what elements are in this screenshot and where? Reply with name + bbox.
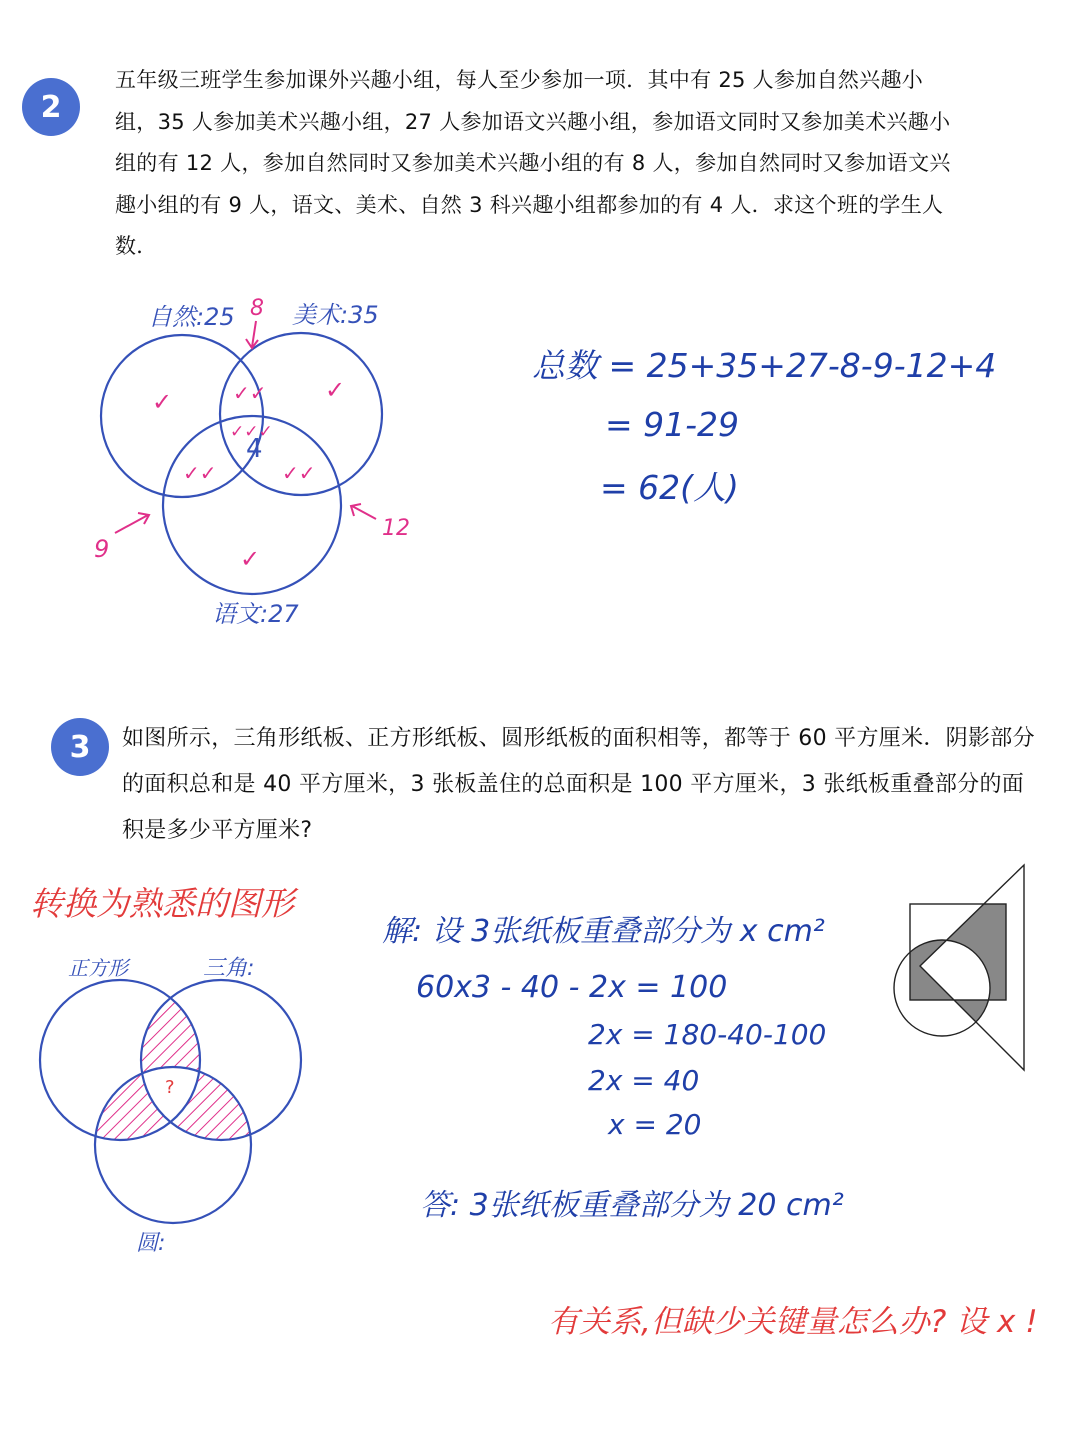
label-12: 12 (382, 516, 410, 541)
p3-solution-line2: 60x3 - 40 - 2x = 100 (416, 970, 728, 1005)
p3-solution-line4: 2x = 40 (588, 1064, 700, 1097)
p3-solution-line5: x = 20 (608, 1108, 702, 1141)
p3-solution-line1: 解: 设 3张纸板重叠部分为 x cm² (382, 914, 825, 949)
label-8: 8 (250, 296, 264, 321)
label-triangle: 三角: (203, 956, 255, 981)
p3-red-note: 转换为熟悉的图形 (30, 884, 294, 923)
arrow-9 (115, 513, 149, 533)
arrow-12 (351, 504, 376, 519)
problem-2-venn-diagram (80, 285, 520, 645)
p3-footer-note: 有关系,但缺少关键量怎么办? 设 x ! (548, 1304, 1038, 1340)
label-square: 正方形 (68, 956, 128, 980)
label-nature: 自然:25 (148, 303, 235, 331)
problem-2-number-badge: 2 (22, 78, 80, 136)
check-art-only: ✓ (325, 376, 346, 404)
check-nature-art: ✓✓ (233, 381, 267, 405)
check-nature-only: ✓ (152, 388, 173, 416)
check-art-chinese: ✓✓ (282, 461, 316, 485)
label-circle: 圆: (136, 1231, 166, 1256)
check-nature-chinese: ✓✓ (183, 461, 217, 485)
check-all-three: ✓✓✓ (230, 422, 273, 442)
label-chinese: 语文:27 (212, 600, 299, 628)
p2-solution-line2: = 91-29 (605, 405, 740, 444)
center-value-4: 4 (246, 434, 263, 464)
label-9: 9 (94, 535, 110, 563)
p2-solution-line3: = 62(人) (600, 468, 739, 507)
center-unknown: ? (165, 1077, 175, 1098)
problem-3-venn-diagram (28, 945, 348, 1265)
problem-2-text: 五年级三班学生参加课外兴趣小组，每人至少参加一项．其中有 25 人参加自然兴趣小组，35 人参加美术兴趣小组，27 人参加语文兴趣小组，参加语文同时又参加美术兴趣小组的有 12 人，参加自然同时又参加美术兴趣小组的有 8 人，参加自然同时又参加语文兴趣小组的有 9 人，语文、美术、自然 3 科兴趣小组都参加的有 4 人．求这个班的学生人数． (115, 68, 951, 258)
problem-3-text: 如图所示，三角形纸板、正方形纸板、圆形纸板的面积相等，都等于 60 平方厘米．阴影部分的面积总和是 40 平方厘米，3 张板盖住的总面积是 100 平方厘米，3 张纸板重叠部分的面积是多少平方厘米? (122, 726, 1035, 843)
problem-3-number-badge: 3 (51, 718, 109, 776)
label-art: 美术:35 (292, 301, 379, 329)
p2-solution-line1: 总数 = 25+35+27-8-9-12+4 (532, 346, 997, 385)
arrow-8 (246, 321, 258, 348)
paper-shapes-figure (890, 862, 1050, 1082)
check-chinese-only: ✓ (240, 545, 261, 573)
p3-solution-line3: 2x = 180-40-100 (588, 1018, 827, 1051)
p3-answer: 答: 3张纸板重叠部分为 20 cm² (420, 1188, 844, 1223)
